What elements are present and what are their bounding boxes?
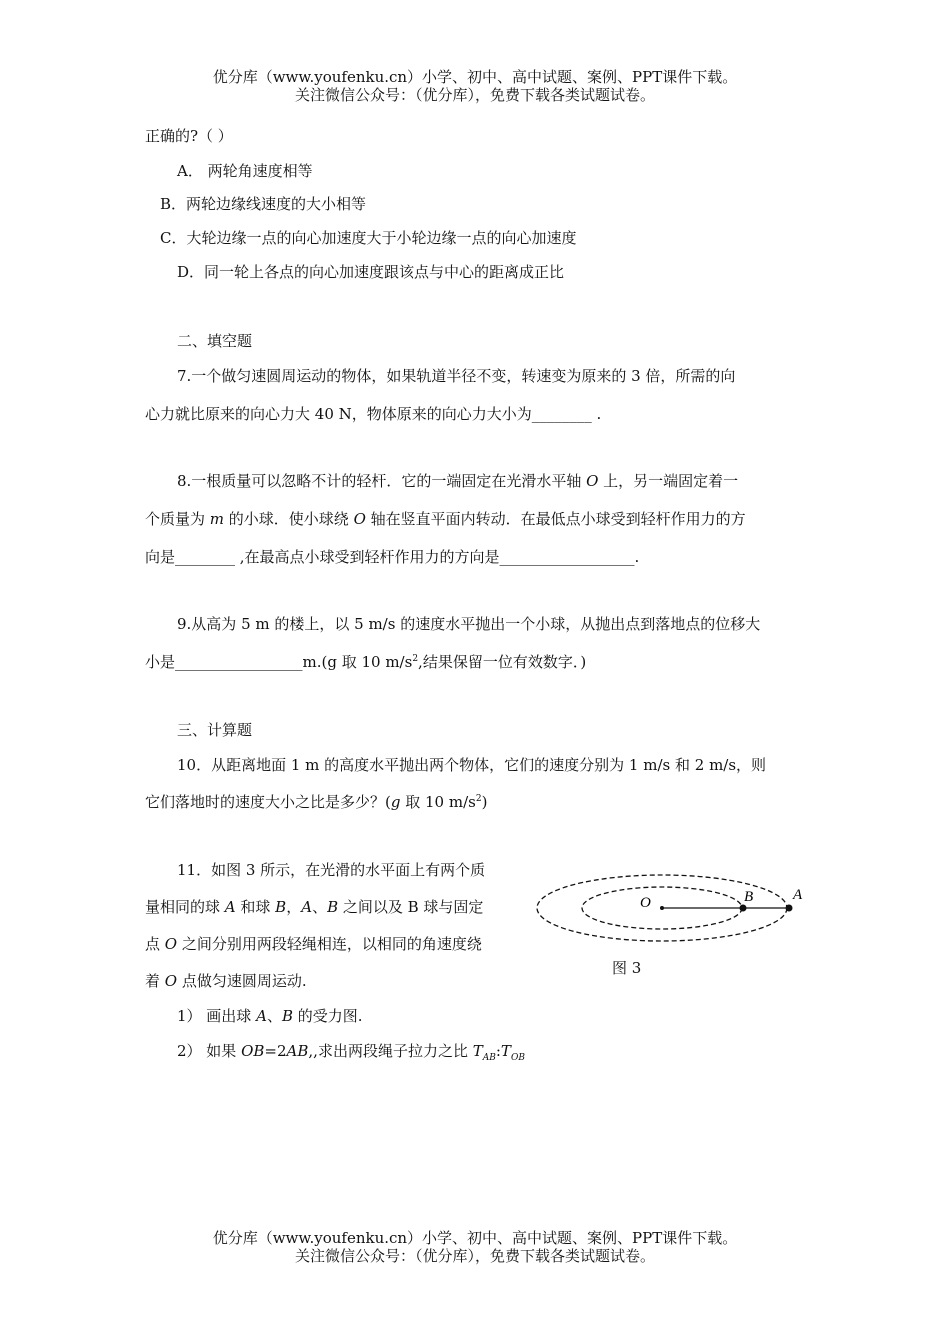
label-b: B xyxy=(744,889,754,905)
q11-text: 1） 画出球 xyxy=(177,1007,257,1025)
q11-text: ,,求出两段绳子拉力之比 xyxy=(308,1042,473,1060)
point-o xyxy=(660,906,664,910)
label-o: O xyxy=(640,895,651,911)
q11-line-1: 11．如图 3 所示，在光滑的水平面上有两个质 xyxy=(177,861,486,879)
q8-line-2 xyxy=(145,509,746,529)
q10-superscript: 2 xyxy=(475,794,482,804)
header-line-2: 关注微信公众号：（优分库），免费下载各类试题试卷。 xyxy=(294,86,655,104)
q11-text: =2 xyxy=(264,1042,287,1060)
ball-a xyxy=(786,905,793,912)
q9-line-1: 9.从高为 5 m 的楼上，以 5 m/s 的速度水平抛出一个小球，从抛出点到落地点的位移大 xyxy=(177,615,761,633)
q8-text: 轴在竖直平面内转动．在最低点小球受到轻杆作用力的方 xyxy=(365,510,746,528)
q11-text: : xyxy=(495,1042,501,1060)
q7-line-1: 7.一个做匀速圆周运动的物体，如果轨道半径不变，转速变为原来的 3 倍，所需的向 xyxy=(177,367,736,385)
q11-text: 之间分别用两段轻绳相连，以相同的角速度绕 xyxy=(177,935,482,953)
q8-var-o: O xyxy=(353,510,366,528)
q11-text: 点做匀速圆周运动. xyxy=(177,972,307,990)
q6-option-c: C．大轮边缘一点的向心加速度大于小轮边缘一点的向心加速度 xyxy=(160,229,577,247)
q11-sub-1 xyxy=(177,1006,363,1026)
figure-3-caption: 图 3 xyxy=(612,959,642,977)
q11-var: T xyxy=(472,1042,483,1060)
q11-text: 点 xyxy=(145,935,165,953)
q11-text: 、 xyxy=(312,898,328,916)
q11-line-2 xyxy=(145,897,483,917)
q11-text: 量相同的球 xyxy=(145,898,225,916)
q6-tail: 正确的?（ ） xyxy=(145,127,233,145)
q11-line-3 xyxy=(145,934,482,954)
q11-text: 和球 xyxy=(235,898,276,916)
section-2-title: 二、填空题 xyxy=(177,332,253,350)
q11-text: 之间以及 B 球与固定 xyxy=(338,898,484,916)
q6-option-b: B．两轮边缘线速度的大小相等 xyxy=(160,195,367,213)
q11-sub-2 xyxy=(177,1041,525,1061)
q11-text: 、 xyxy=(266,1007,282,1025)
q9-text: ,结果保留一位有效数字．) xyxy=(418,653,587,671)
q11-subscript: OB xyxy=(510,1053,525,1063)
q6-option-d: D．同一轮上各点的向心加速度跟该点与中心的距离成正比 xyxy=(177,263,565,281)
label-a: A xyxy=(793,887,803,903)
q11-var: O xyxy=(164,972,178,990)
q8-text: 上，另一端固定着一 xyxy=(598,472,739,490)
footer-line-2: 关注微信公众号：（优分库），免费下载各类试题试卷。 xyxy=(294,1247,655,1265)
q8-text: 的小球．使小球绕 xyxy=(224,510,354,528)
q11-var: AB xyxy=(286,1042,309,1060)
q11-var: B xyxy=(327,898,339,916)
q10-line-1: 10．从距离地面 1 m 的高度水平抛出两个物体，它们的速度分别为 1 m/s 和 2 m/s，则 xyxy=(177,756,767,774)
figure-3-diagram xyxy=(535,866,815,986)
q8-var-o: O xyxy=(586,472,599,490)
q9-line-2 xyxy=(145,652,586,672)
q11-var: T xyxy=(500,1042,511,1060)
q11-var: A xyxy=(256,1007,267,1025)
q8-text: 8.一根质量可以忽略不计的轻杆．它的一端固定在光滑水平轴 xyxy=(177,472,587,490)
q10-var-g: g xyxy=(390,793,401,811)
header-line-1: 优分库（www.youfenku.cn）小学、初中、高中试题、案例、PPT课件下载。 xyxy=(212,68,738,86)
q11-var: O xyxy=(164,935,178,953)
q11-text: 2） 如果 xyxy=(177,1042,242,1060)
q7-line-2: 心力就比原来的向心力大 40 N，物体原来的向心力大小为________ . xyxy=(145,405,602,423)
q10-text: 取 10 m/s xyxy=(400,793,476,811)
q11-var: B xyxy=(275,898,287,916)
q11-text: 着 xyxy=(145,972,165,990)
q10-text: ) xyxy=(481,793,488,811)
q11-var: OB xyxy=(241,1042,265,1060)
q10-line-2 xyxy=(145,792,487,812)
q11-subscript: AB xyxy=(482,1053,496,1063)
q10-text: 它们落地时的速度大小之比是多少？( xyxy=(145,793,391,811)
q6-option-a: A． 两轮角速度相等 xyxy=(177,162,313,180)
q8-var-m: m xyxy=(209,510,225,528)
q11-line-4 xyxy=(145,971,307,991)
q8-text: 个质量为 xyxy=(145,510,210,528)
q11-var: A xyxy=(224,898,236,916)
section-3-title: 三、计算题 xyxy=(177,721,253,739)
q9-text: 小是_________________m.(g 取 10 m/s xyxy=(145,653,413,671)
q8-line-1 xyxy=(177,471,738,491)
q11-var: B xyxy=(281,1007,293,1025)
footer-line-1: 优分库（www.youfenku.cn）小学、初中、高中试题、案例、PPT课件下载。 xyxy=(212,1229,738,1247)
q11-text: ， xyxy=(286,898,302,916)
q8-line-3: 向是________ ,在最高点小球受到轻杆作用力的方向是__________________. xyxy=(145,548,640,566)
q11-var: A xyxy=(301,898,313,916)
q9-superscript: 2 xyxy=(412,654,419,664)
ball-b xyxy=(740,905,747,912)
q11-text: 的受力图. xyxy=(292,1007,363,1025)
